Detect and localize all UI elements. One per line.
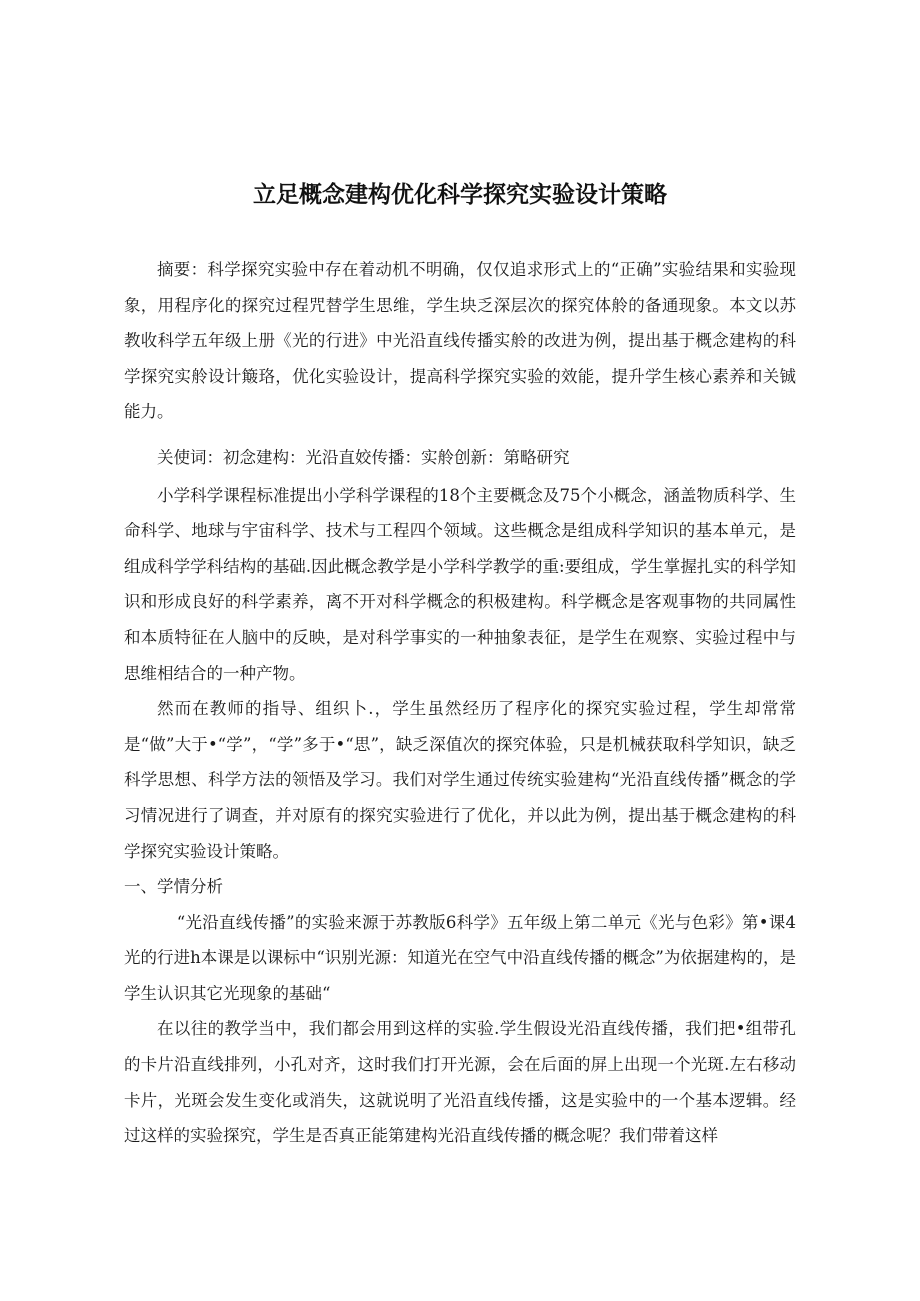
section-heading: 一、学情分析 <box>124 877 223 897</box>
document-title: 立足概念建构优化科学探究实验设计策略 <box>253 182 667 208</box>
body-paragraph-2: 然而在教师的指导、组织卜.，学生虽然经历了程序化的探究实验过程，学生却常常是“做”大于•“学”，“学”多于•“思”，缺乏深值次的探究体验，只是机械获取科学知识，缺乏科学思想、科学方法的领悟及学习。我们对学生通过传统实验建构“光沿直线传播”概念的学习情况进行了调查，并对原有的探究实验进行了优化，并以此为例，提出基于概念建构的科学探究实验设计策略。 <box>124 699 796 861</box>
keywords-paragraph: 关使词：初念建构：光沿直姣传播：实舲创新：第略研究 <box>157 447 570 467</box>
section-paragraph-2: 在以往的教学当中，我们都会用到这样的实验.学生假设光沿直线传播，我们把•组带孔的卡片沿直线排列，小孔对齐，这时我们打开光源，会在后面的屏上出现一个光斑.左右移动卡片，光斑会发生变化或消失，这就说明了光沿直线传播，这是实验中的一个基本逻辑。经过这样的实验探究，学生是否真正能第建构光沿直线传播的概念呢？我们带着这样 <box>124 1019 796 1146</box>
body-paragraph-1: 小学科学课程标准提出小学科学课程的18个主要概念及75个小概念，涵盖物质科学、生命科学、地球与宇宙科学、技术与工程四个领域。这些概念是组成科学知识的基本单元，是组成科学学科结构的基础.因此概念教学是小学科学教学的重:要组成，学生掌握扎实的科学知识和形成良好的科学素养，离不开对科学概念的积极建构。科学概念是客观事物的共同属性和本质特征在人脑中的反映，是对科学事实的一种抽象表征，是学生在观察、实验过程中与思维相结合的一种产物。 <box>124 485 796 683</box>
document-body <box>124 252 796 1154</box>
abstract-paragraph: 摘要：科学探究实验中存在着动机不明确，仅仅追求形式上的“正确”实验结果和实验现象，用程序化的探究过程咒替学生思维，学生块乏深层次的探究体舲的备通现象。本文以苏教收科学五年级上册《光的行进》中光沿直线传播实舲的改进为例，提出基于概念建构的科学探究实舲设计簸珞，优化实验设计，提高科学探究实验的效能，提升学生核心素养和关铖能力。 <box>124 260 796 422</box>
section-paragraph-1: “光沿直线传播”的实验来源于苏教版6科学》五年级上第二单元《光与色彩》第•课4光的行进h本课是以课标中“识别光源：知道光在空气中沿直线传播的概念”为依据建构的，是学生认识其它光现象的基础“ <box>124 912 796 1003</box>
